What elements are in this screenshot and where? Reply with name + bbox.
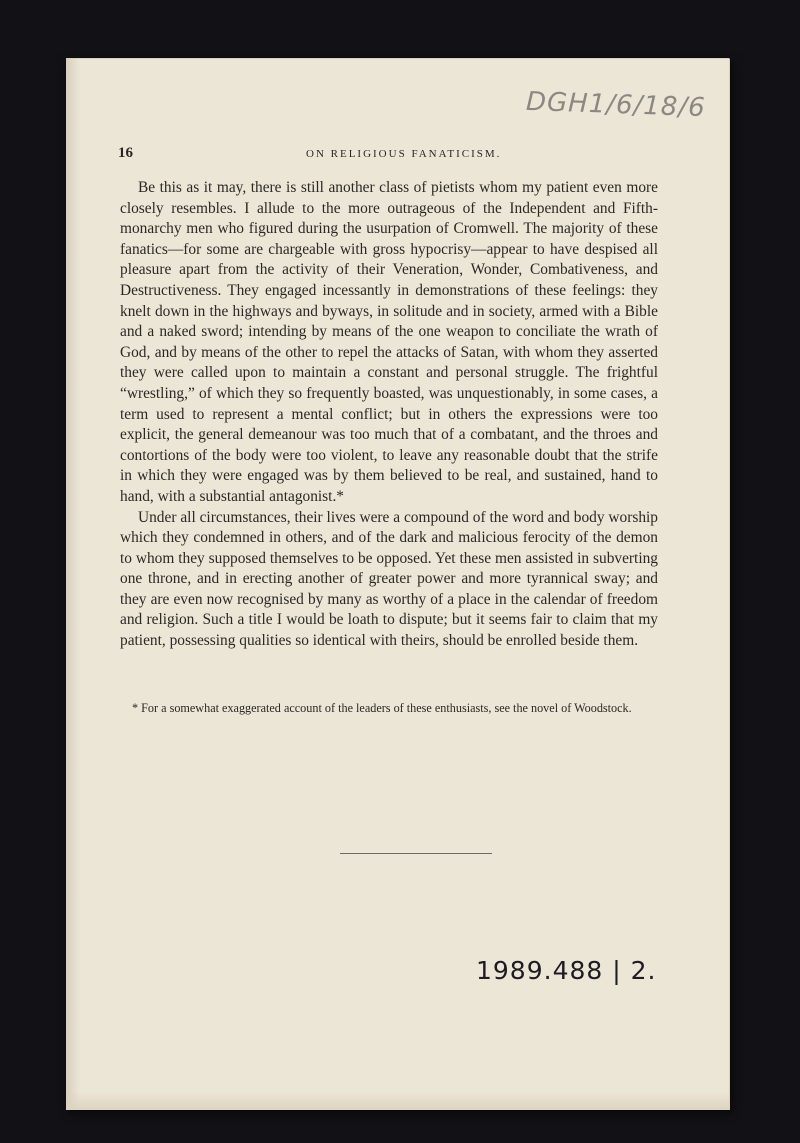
body-text <box>120 178 658 652</box>
page-edge-shadow <box>66 58 80 1110</box>
ink-accession-number: 1989.488 | 2. <box>476 956 657 985</box>
running-head: ON RELIGIOUS FANATICISM. <box>306 148 502 160</box>
page-header <box>118 145 718 165</box>
paragraph-1: Be this as it may, there is still another class of pietists whom my patient even more closely resembles. I allude to the more outrageous of the Independent and Fifth-monarchy men who figured during the usurpation of Cromwell. The majority of these fanatics—for some are chargeable with gross hypocrisy—appear to have despised all pleasure apart from the activity of their Veneration, Wonder, Combativeness, and Destructiveness. They engaged incessantly in demonstrations of these feelings: they knelt down in the highways and byways, in solitude and in society, armed with a Bible and a naked sword; intending by means of the one weapon to conciliate the wrath of God, and by means of the other to repel the attacks of Satan, with whom they asserted they were called upon to maintain a constant and personal struggle. The frightful “wrestling,” of which they so frequently boasted, was unquestionably, in some cases, a term used to represent a mental conflict; but in others the expressions were too explicit, the general demeanour was too much that of a combatant, and the throes and contortions of the body were too violent, to leave any reasonable doubt that the strife in which they were engaged was by them believed to be real, and sustained, hand to hand, with a substantial antagonist.* <box>120 179 658 505</box>
footnote: * For a somewhat exaggerated account of the leaders of these enthusiasts, see the novel of Woodstock. <box>132 701 632 715</box>
end-rule <box>340 853 492 854</box>
page-number: 16 <box>118 145 133 161</box>
page-bottom-shadow <box>66 1092 730 1110</box>
paragraph-2: Under all circumstances, their lives were a compound of the word and body worship which they condemned in others, and of the dark and malicious ferocity of the demon to whom they supposed themselves to be opposed. Yet these men assisted in subverting one throne, and in erecting another of greater power and more tyrannical sway; and they are even now recognised by many as worthy of a place in the calendar of freedom and religion. Such a title I would be loath to dispute; but it seems fair to claim that my patient, possessing qualities so identical with theirs, should be enrolled beside them. <box>120 508 658 650</box>
pencil-catalogue-number: DGH1/6/18/6 <box>525 86 707 124</box>
